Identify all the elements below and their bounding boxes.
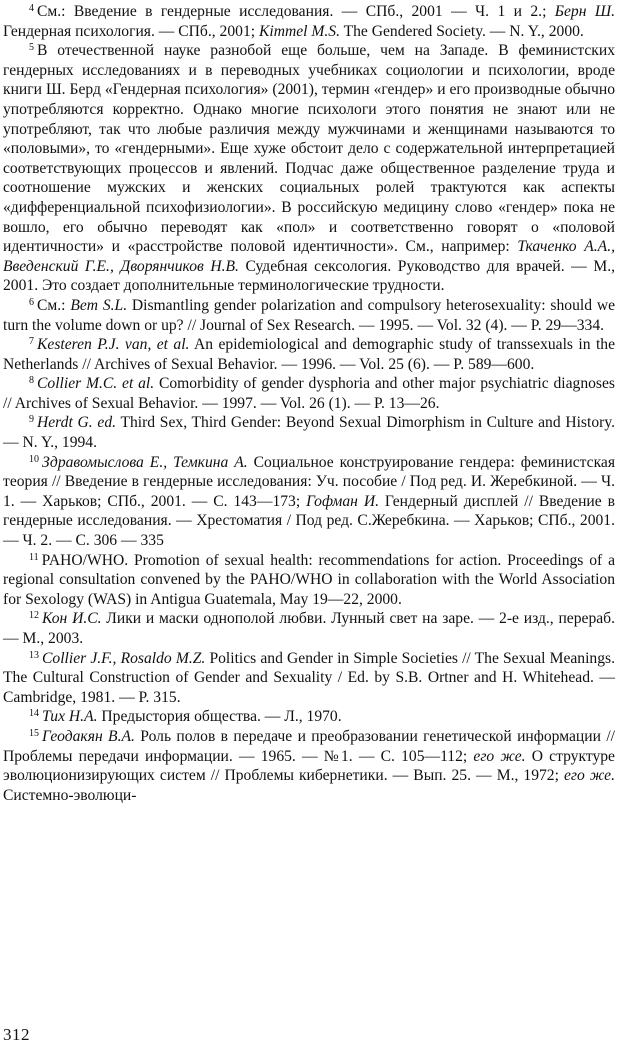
footnote-author: его же.: [473, 747, 526, 765]
page-number: 312: [3, 1025, 30, 1044]
footnote-text: The Gendered Society. — N. Y., 2000.: [339, 22, 584, 40]
footnote-number: 8: [29, 375, 34, 387]
footnote-text: Dismantling gender polarization and compulsory heterosexuality: should we turn the volume down or up? // Journal of Sex Research. — 1995. — Vol. 32 (4). — P. 29—334.: [3, 296, 616, 334]
footnote-number: 9: [29, 414, 34, 426]
footnote-text: Comorbidity of gender dysphoria and other major psychiatric diagnoses // Archives of Sexual Behavior. — 1997. — Vol. 26 (1). — P. 13—26.: [3, 375, 615, 412]
footnote-author: Геодакян В.А.: [42, 727, 135, 745]
footnote-text: Гендерный дисплей // Введение в гендерные исследования. — Хрестоматия / Под ред. С.Жеребкина. — Харьков; СПб., 2001. — Ч. 2. — С. 306 — 335: [3, 492, 615, 550]
footnote-author: Kesteren P.J. van, et al.: [37, 336, 190, 354]
footnote-13: [3, 649, 615, 708]
footnote-author: Ткаченко А.А., Введенский Г.Е., Дворянчиков Н.В.: [3, 238, 616, 275]
footnote-text: Politics and Gender in Simple Societies // The Sexual Meanings. The Cultural Construction of Gender and Sexuality / Ed. by S.B. Ortner and H. Whitehead. — Cambridge, 1981. — P. 315.: [3, 649, 615, 706]
footnote-text: См.: Введение в гендерные исследования. — СПб., 2001 — Ч. 1 и 2.;: [37, 3, 555, 20]
footnote-author: Herdt G. ed.: [37, 414, 117, 432]
footnote-text: Судебная сексология. Руководство для врачей. — М., 2001. Это создает дополнительные терминологические трудности.: [3, 257, 616, 295]
footnote-author: Берн Ш.: [554, 3, 615, 20]
footnote-author: Collier M.C. et al.: [37, 375, 155, 393]
footnote-author: Collier J.F., Rosaldo M.Z.: [42, 649, 206, 667]
footnote-number: 14: [29, 708, 39, 720]
footnote-6: [3, 296, 615, 335]
footnote-text: Гендерная психология. — СПб., 2001;: [3, 22, 259, 40]
footnote-5: [3, 41, 615, 296]
footnote-author: Тих Н.А.: [42, 708, 98, 726]
footnote-12: [3, 609, 615, 648]
footnote-number: 5: [29, 42, 34, 54]
footnote-14: [3, 707, 615, 727]
footnote-text: An epidemiological and demographic study of transsexuals in the Netherlands // Archives of Sexual Behavior. — 1996. — Vol. 25 (6). — P. 589—600.: [3, 336, 616, 373]
footnote-10: [3, 453, 615, 551]
footnote-11: [3, 551, 615, 610]
footnote-text: Системно-эволюци-: [3, 786, 137, 804]
footnote-8: [3, 374, 615, 413]
footnote-author: Кон И.С.: [42, 610, 102, 628]
footnote-number: 6: [29, 296, 34, 308]
footnotes-list: [3, 2, 615, 805]
footnote-author: Kimmel M.S.: [258, 22, 340, 40]
footnote-number: 15: [29, 727, 39, 739]
footnote-number: 11: [29, 551, 39, 563]
footnote-text: Third Sex, Third Gender: Beyond Sexual Dimorphism in Culture and History. — N. Y., 1994.: [3, 414, 615, 452]
footnote-15: [3, 727, 615, 805]
book-page: [3, 0, 615, 805]
footnote-text: О структуре эволюционизирующих систем // Проблемы кибернетики. — Вып. 25. — М., 1972;: [3, 747, 615, 785]
footnote-4: [3, 2, 615, 41]
footnote-author: Здравомыслова Е., Темкина А.: [42, 453, 248, 471]
footnote-text: Социальное конструирование гендера: феминистская теория // Введение в гендерные исследования: Уч. пособие / Под ред. И. Жеребкиной. — Ч. 1. — Харьков; СПб., 2001. — С. 143—173;: [3, 453, 615, 510]
footnote-text: В отечественной науке разнобой еще больше, чем на Западе. В феминистских гендерных исследованиях и в переводных учебниках социологии и психологии, вроде книги Ш. Берд «Гендерная психология» (2001), термин «гендер» и его производные обычно употребляются корректно. Однако многие психологи этого понятия не знают или не употребляют, так что любые различия между мужчинами и женщинами называются то «половыми», то «гендерными». Еще хуже обстоит дело с содержательной интерпретацией соответствующих процессов и явлений. Подчас даже общественное разделение труда и соотношение мужских и женских социальных ролей трактуются как аспекты «дифференциальной психофизиологии». В российскую медицину слово «гендер» пока не вошло, его обычно переводят как «пол» и соответственно говорят о «половой идентичности» и «расстройстве половой идентичности». См., например:: [3, 42, 615, 256]
footnote-number: 13: [29, 649, 39, 661]
footnote-author: Гофман И.: [306, 492, 379, 510]
footnote-text: См.:: [37, 296, 71, 314]
footnote-number: 10: [29, 453, 39, 465]
footnote-number: 7: [29, 336, 34, 348]
footnote-9: [3, 413, 615, 452]
footnote-text: Роль полов в передаче и преобразовании генетической информации // Проблемы передачи информации. — 1965. — №1. — С. 105—112;: [3, 727, 615, 765]
footnote-author: Bem S.L.: [70, 296, 128, 314]
footnote-number: 4: [29, 3, 34, 14]
footnote-number: 12: [29, 610, 39, 622]
footnote-text: Предыстория общества. — Л., 1970.: [97, 708, 342, 726]
footnote-7: [3, 335, 615, 374]
footnote-author: его же.: [564, 767, 615, 785]
footnote-text: PAHO/WHO. Promotion of sexual health: recommendations for action. Proceedings of a regional consultation convened by the PAHO/WHO in collaboration with the World Association for Sexology (WAS) in Antigua Guatemala, May 19—22, 2000.: [3, 551, 615, 608]
footnote-text: Лики и маски однополой любви. Лунный свет на заре. — 2-е изд., перераб. — М., 2003.: [3, 610, 615, 647]
